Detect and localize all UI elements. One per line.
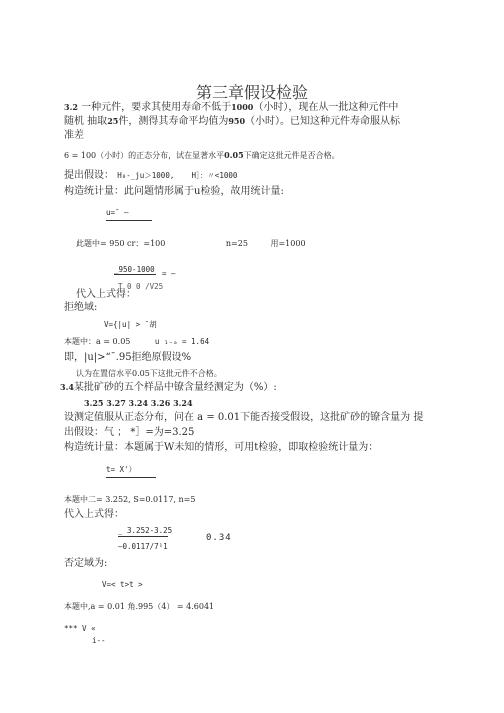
text: 本题中：a = 0.05 <box>64 337 131 346</box>
fraction-denominator: T 0 0 /V25 <box>118 282 164 291</box>
fraction-numerator: _950-1000 <box>114 265 155 274</box>
substitute-line: 代入上式得： <box>76 289 136 300</box>
t-formula: t= X'） <box>106 465 137 474</box>
ie-line: 即，|u|>“ˉ.95拒绝原假设% <box>64 352 192 363</box>
text: 此题中= 950 cr：=100 <box>76 239 166 248</box>
reject-region-formula-3-4: V=< t>t > <box>102 580 143 589</box>
text: 6 = 100（小时）的正态分布，试在显著水平 <box>64 151 225 160</box>
text: n=25 <box>225 239 248 248</box>
conclusion-line: 认为在置信水平0.05下这批元件不合格。 <box>76 369 222 378</box>
problem-3-4-line2: 设测定值服从正态分布，问在 a = 0.01下能否接受假设，这批矿砂的镣含量为 提 <box>64 412 424 423</box>
text: 下确定这批元件是否合格。 <box>243 151 340 160</box>
hypothesis-h0: H₀-_ju＞1000, <box>117 171 175 180</box>
substitute-line-3-4: 代入上式得： <box>64 509 124 520</box>
in-problem-line <box>64 335 209 348</box>
value: 950 <box>228 116 246 126</box>
text: （小时），现在从一批这种元件中 <box>253 102 399 113</box>
sample-values: 3.25 3.27 3.24 3.26 3.24 <box>84 398 193 408</box>
problem-number: 3.2 <box>64 102 78 112</box>
problem-3-4-line3: 出假设：气 ； *］=为=3.25 <box>64 427 195 438</box>
problem-3-4-line1 <box>60 381 277 394</box>
tail-line-1: *** V « <box>64 624 96 633</box>
text: ˉ — <box>115 208 129 217</box>
text: u= <box>106 208 116 217</box>
fraction-numerator-3-4: _ 3.252-3.25 <box>118 526 173 535</box>
value: 1000 <box>231 102 254 112</box>
fraction-equals: = — <box>162 269 176 278</box>
page-title: 第三章假设检验 <box>195 83 308 102</box>
reject-region-formula: V={|u| > ˉ胡 <box>104 320 157 329</box>
underline <box>106 220 152 221</box>
result-value: 0.34 <box>206 533 232 543</box>
underline <box>106 477 156 478</box>
problem-number: 3.4 <box>60 382 74 392</box>
problem-3-2-line3: 准差 <box>64 130 84 141</box>
value: 25 <box>107 116 119 126</box>
construct-t-statistic: 构造统计量：本题属于W未知的情形，可用t检验，即取检验统计量为： <box>64 442 379 453</box>
text: 件，测得其寿命平均值为 <box>118 116 229 127</box>
tail-line-2: i-- <box>92 636 106 645</box>
text: 用=1000 <box>270 239 306 248</box>
problem-3-2-line4 <box>64 149 340 162</box>
text: 某批矿砂的五个样品中镣含量经测定为（%）: <box>73 382 277 393</box>
hypothesis-line <box>64 169 237 182</box>
reject-region-label-3-4: 否定域为: <box>64 558 108 569</box>
text: u ₁₋ₐ = 1.64 <box>154 337 210 346</box>
text: 随机 抽取 <box>64 116 108 127</box>
u-formula <box>106 206 129 219</box>
given-values-3-4: 本题中二= 3.252, S=0.0117, n=5 <box>64 495 196 504</box>
text: 一种元件，要求其使用寿命不低于 <box>81 102 232 113</box>
text: 提出假设： <box>64 170 114 181</box>
problem-3-2-line1 <box>64 101 398 114</box>
value: 0.05 <box>224 150 244 160</box>
construct-statistic: 构造统计量：此问题情形属于u检验，故用统计量: <box>64 186 284 197</box>
text: （小时）。已知这种元件寿命服从标 <box>245 116 401 127</box>
fraction-bar <box>114 274 156 275</box>
problem-3-2-line2 <box>64 115 400 128</box>
fraction-denominator-3-4: —0.0117/7¹1 <box>118 542 168 551</box>
hypothesis-h1: H］：〃<1000 <box>191 171 238 180</box>
in-problem-line-3-4: 本题中,a = 0.01 角.995（4） = 4.6041 <box>64 602 215 611</box>
fraction-bar-3-4 <box>118 536 168 537</box>
reject-region-label: 拒绝域: <box>64 302 98 313</box>
given-values <box>76 237 306 250</box>
